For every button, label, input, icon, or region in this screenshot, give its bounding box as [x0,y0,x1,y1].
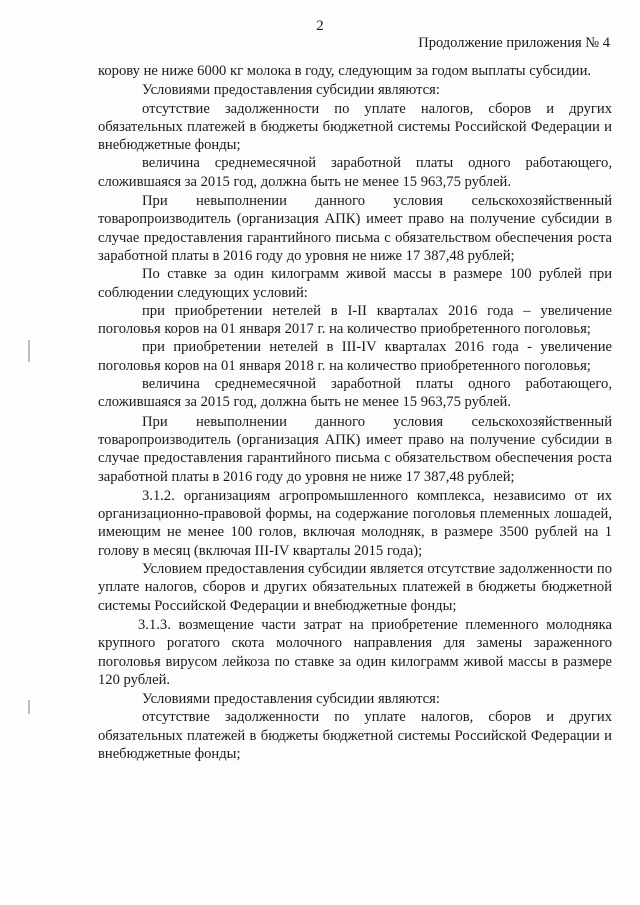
paragraph: при приобретении нетелей в III-IV кварталах 2016 года - увеличение поголовья коров на 01 января 2018 г. на количество приобретенного поголовья; [98,339,612,374]
paragraph: корову не ниже 6000 кг молока в году, следующим за годом выплаты субсидии. [98,63,592,79]
paragraph: при приобретении нетелей в I-II кварталах 2016 года – увеличение поголовья коров на 01 января 2017 г. на количество приобретенного поголовья; [98,302,612,338]
paragraph: отсутствие задолженности по уплате налогов, сборов и других обязательных платежей в бюджеты бюджетной системы Российской Федерации и внебюджетные фонды; [98,100,612,154]
appendix-continuation-note: Продолжение приложения № 4 [418,35,610,51]
paragraph: Условием предоставления субсидии является отсутствие задолженности по уплате налогов, сборов и других обязательных платежей в бюджеты бюджетной системы Российской Федерации и внебюджетные фонды; [98,561,612,614]
paragraph: По ставке за один килограмм живой массы в размере 100 рублей при соблюдении следующих условий: [98,266,612,301]
paragraph: Условиями предоставления субсидии являются: [142,82,440,99]
paragraph: Условиями предоставления субсидии являются: [142,691,440,708]
scan-artifact [28,700,30,714]
paragraph: величина среднемесячной заработной платы одного работающего, сложившаяся за 2015 год, должна быть не менее 15 963,75 рублей. [98,376,612,411]
scan-artifact [28,340,30,362]
paragraph: отсутствие задолженности по уплате налогов, сборов и других обязательных платежей в бюджеты бюджетной системы Российской Федерации и внебюджетные фонды; [98,709,612,762]
paragraph: При невыполнении данного условия сельскохозяйственный товаропроизводитель (организация АПК) имеет право на получение субсидии в случае предоставления гарантийного письма с обязательством обеспечения роста заработной платы в 2016 году до уровня не ниже 17 387,48 рублей; [98,413,612,485]
paragraph: величина среднемесячной заработной платы одного работающего, сложившаяся за 2015 год, должна быть не менее 15 963,75 рублей. [98,155,612,190]
paragraph: При невыполнении данного условия сельскохозяйственный товаропроизводитель (организация АПК) имеет право на получение субсидии в случае предоставления гарантийного письма с обязательством обеспечения роста заработной платы в 2016 году до уровня не ниже 17 387,48 рублей; [98,193,612,264]
document-body [98,62,612,763]
paragraph: 3.1.3. возмещение части затрат на приобретение племенного молодняка крупного рогатого скота молочного направления для замены зараженного поголовья вирусом лейкоза по ставке за один килограмм живой массы в размере 120 рублей. [98,616,612,688]
page-number: 2 [316,18,324,34]
paragraph: 3.1.2. организациям агропромышленного комплекса, независимо от их организационно-правовой формы, на содержание поголовья племенных лошадей, имеющим не менее 100 голов, включая молодняк, в размере 3500 рублей на 1 голову в месяц (включая III-IV кварталы 2015 года); [98,487,612,559]
